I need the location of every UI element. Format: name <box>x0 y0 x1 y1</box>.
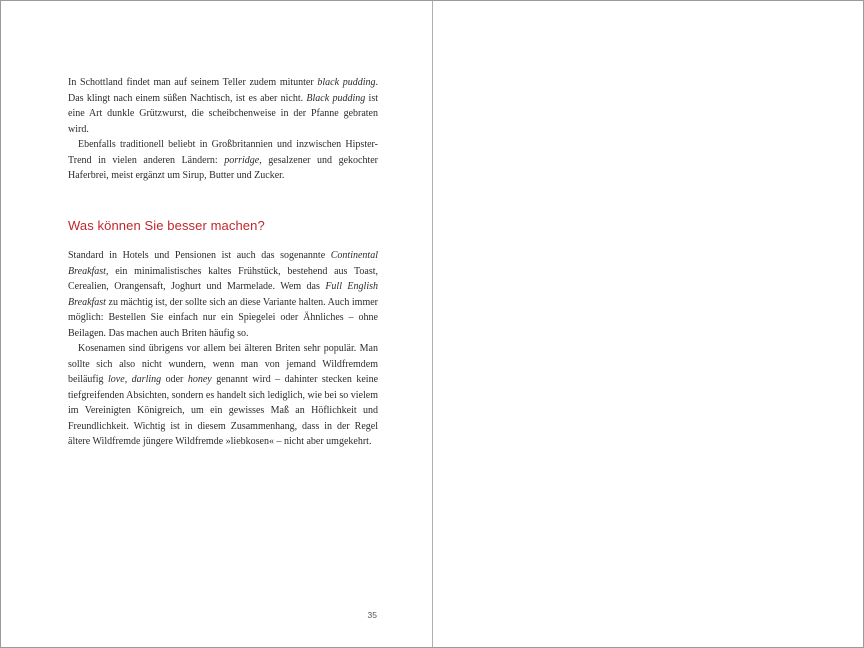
paragraph <box>68 248 378 341</box>
right-page-blank <box>433 1 863 647</box>
italic-term: Continental Breakfast <box>68 250 378 277</box>
text-segment: ist eine Art dunkle Grützwurst, die scheibchenweise in der Pfanne gebraten wird. <box>68 92 379 135</box>
left-page <box>1 1 432 647</box>
text-segment: zu mächtig ist, der sollte sich an diese Variante halten. Auch immer möglich: Bestellen Sie einfach nur ein Spiegelei oder Ähnliches – ohne Beilagen. Das machen auch Briten häufig so. <box>68 296 378 339</box>
text-segment: Kosenamen sind übrigens vor allem bei älteren Briten sehr populär. Man sollte sich also nicht wundern, wenn man von jemand Wildfremdem beiläufig <box>68 343 378 385</box>
text-segment: In Schottland findet man auf seinem Teller zudem mitunter <box>68 77 318 88</box>
italic-term: love <box>108 374 125 385</box>
italic-term: honey <box>187 374 212 385</box>
text-segment: . Das klingt nach einem süßen Nachtisch, ist es aber nicht. <box>68 77 378 104</box>
text-segment: , ein minimalistisches kaltes Frühstück, bestehend aus Toast, Cerealien, Orangensaft, Joghurt und Marmelade. Wem das <box>68 265 378 292</box>
paragraph <box>68 75 378 137</box>
bottom-text-block <box>68 248 378 450</box>
text-segment: , <box>124 374 132 385</box>
text-segment: , gesalzener und gekochter Haferbrei, meist ergänzt um Sirup, Butter und Zucker. <box>68 154 378 181</box>
text-segment: genannt wird – dahinter stecken keine tiefgreifenden Absichten, sondern es handelt sich lediglich, wie bei so vielem im Vereinigten Königreich, um ein gewisses Maß an Höflichkeit und Freundlichkeit. Wichtig ist in diesem Zusammenhang, dass in der Regel ältere Wildfremde jüngere Wildfremde »liebkosen« – nicht aber umgekehrt. <box>68 374 379 447</box>
italic-term: black pudding <box>317 77 376 88</box>
italic-term: porridge <box>224 154 260 166</box>
section-heading: Was können Sie besser machen? <box>68 218 265 233</box>
paragraph <box>68 341 378 450</box>
text-segment: oder <box>161 374 188 385</box>
italic-term: Full English Breakfast <box>68 281 378 308</box>
text-segment: Ebenfalls traditionell beliebt in Großbritannien und inzwischen Hipster-Trend in vielen anderen Ländern: <box>68 139 378 166</box>
italic-term: Black pudding <box>306 92 366 104</box>
top-text-block <box>68 75 378 184</box>
italic-term: darling <box>131 374 162 385</box>
text-segment: Standard in Hotels und Pensionen ist auch das sogenannte <box>68 250 331 261</box>
paragraph <box>68 137 378 184</box>
page-number: 35 <box>367 610 377 620</box>
